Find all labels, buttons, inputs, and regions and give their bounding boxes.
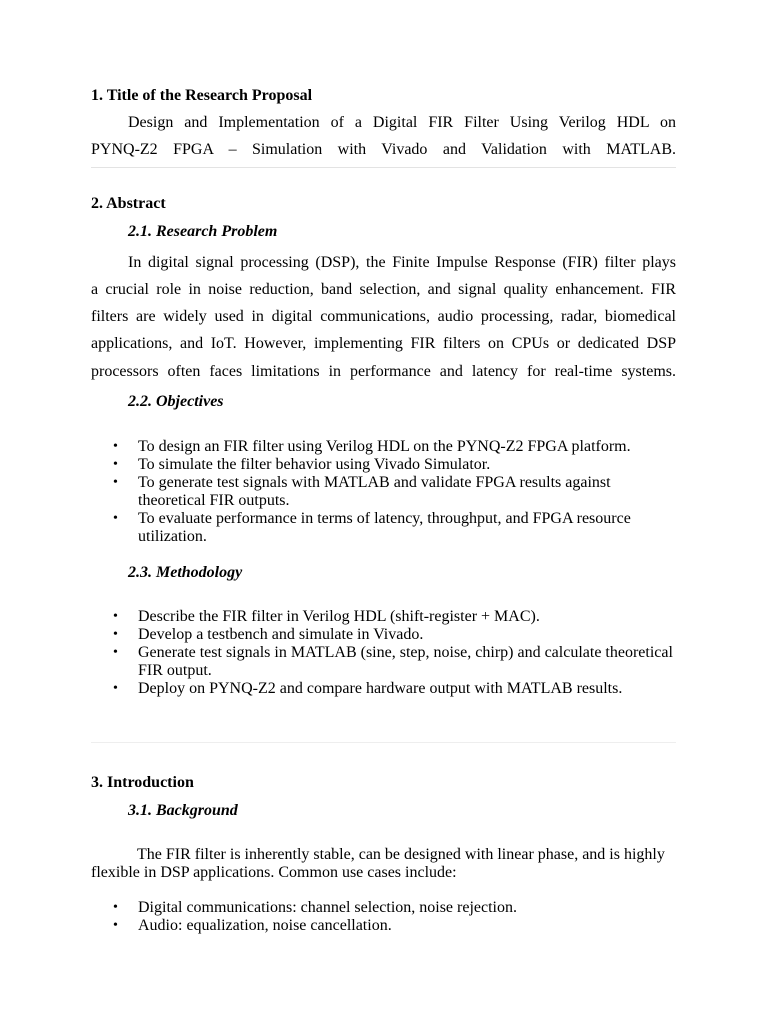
bullet-icon: •	[113, 681, 118, 696]
section-3-heading: 3. Introduction	[91, 774, 194, 791]
bullet-icon: •	[113, 645, 118, 660]
list-item	[91, 626, 676, 644]
bullet-icon: •	[113, 457, 118, 472]
subsection-3-1-heading: 3.1. Background	[128, 802, 238, 819]
bullet-icon: •	[113, 918, 118, 933]
background-paragraph: The FIR filter is inherently stable, can be designed with linear phase, and is highly flexible in DSP applications. Common use cases include:	[91, 846, 665, 881]
list-item-text: Deploy on PYNQ-Z2 and compare hardware output with MATLAB results.	[138, 680, 623, 697]
use-cases-list	[91, 899, 676, 935]
subsection-2-2-heading: 2.2. Objectives	[128, 393, 224, 410]
objectives-list	[91, 438, 676, 546]
research-problem-line-2: a crucial role in noise reduction, band selection, and signal quality enhancement. FIR	[91, 281, 676, 298]
list-item-text: To design an FIR filter using Verilog HDL on the PYNQ-Z2 FPGA platform.	[138, 438, 631, 455]
bullet-icon: •	[113, 511, 118, 526]
bullet-icon: •	[113, 475, 118, 490]
subsection-2-3-heading: 2.3. Methodology	[128, 564, 243, 581]
list-item	[91, 474, 676, 510]
bullet-icon: •	[113, 439, 118, 454]
bullet-icon: •	[113, 900, 118, 915]
list-item	[91, 456, 676, 474]
proposal-title-line-2: PYNQ-Z2 FPGA – Simulation with Vivado and Validation with MATLAB.	[91, 141, 676, 158]
research-problem-line-3: filters are widely used in digital communications, audio processing, radar, biomedical	[91, 308, 676, 325]
research-problem-line-4: applications, and IoT. However, implementing FIR filters on CPUs or dedicated DSP	[91, 335, 676, 352]
list-item	[91, 438, 676, 456]
list-item	[91, 644, 676, 680]
proposal-title-line-1: Design and Implementation of a Digital FIR Filter Using Verilog HDL on	[128, 114, 676, 131]
section-divider	[91, 742, 676, 743]
list-item-text: Develop a testbench and simulate in Vivado.	[138, 626, 424, 643]
list-item-text: To simulate the filter behavior using Vivado Simulator.	[138, 456, 491, 473]
list-item	[91, 899, 676, 917]
list-item-text: Describe the FIR filter in Verilog HDL (shift-register + MAC).	[138, 608, 540, 625]
list-item	[91, 510, 676, 546]
list-item	[91, 680, 676, 698]
list-item	[91, 917, 676, 935]
methodology-list	[91, 608, 676, 698]
research-problem-line-1: In digital signal processing (DSP), the Finite Impulse Response (FIR) filter plays	[128, 254, 676, 271]
list-item-text: Generate test signals in MATLAB (sine, step, noise, chirp) and calculate theoretical FIR output.	[138, 644, 673, 679]
section-1-heading: 1. Title of the Research Proposal	[91, 87, 313, 104]
list-item-text: Audio: equalization, noise cancellation.	[138, 917, 392, 934]
research-problem-line-5: processors often faces limitations in performance and latency for real-time systems.	[91, 363, 676, 380]
subsection-2-1-heading: 2.1. Research Problem	[128, 223, 278, 240]
bullet-icon: •	[113, 609, 118, 624]
list-item	[91, 608, 676, 626]
bullet-icon: •	[113, 627, 118, 642]
section-divider	[91, 167, 676, 168]
section-2-heading: 2. Abstract	[91, 195, 166, 212]
list-item-text: To evaluate performance in terms of latency, throughput, and FPGA resource utilization.	[138, 510, 631, 545]
list-item-text: Digital communications: channel selection, noise rejection.	[138, 899, 517, 916]
list-item-text: To generate test signals with MATLAB and validate FPGA results against theoretical FIR outputs.	[138, 474, 611, 509]
